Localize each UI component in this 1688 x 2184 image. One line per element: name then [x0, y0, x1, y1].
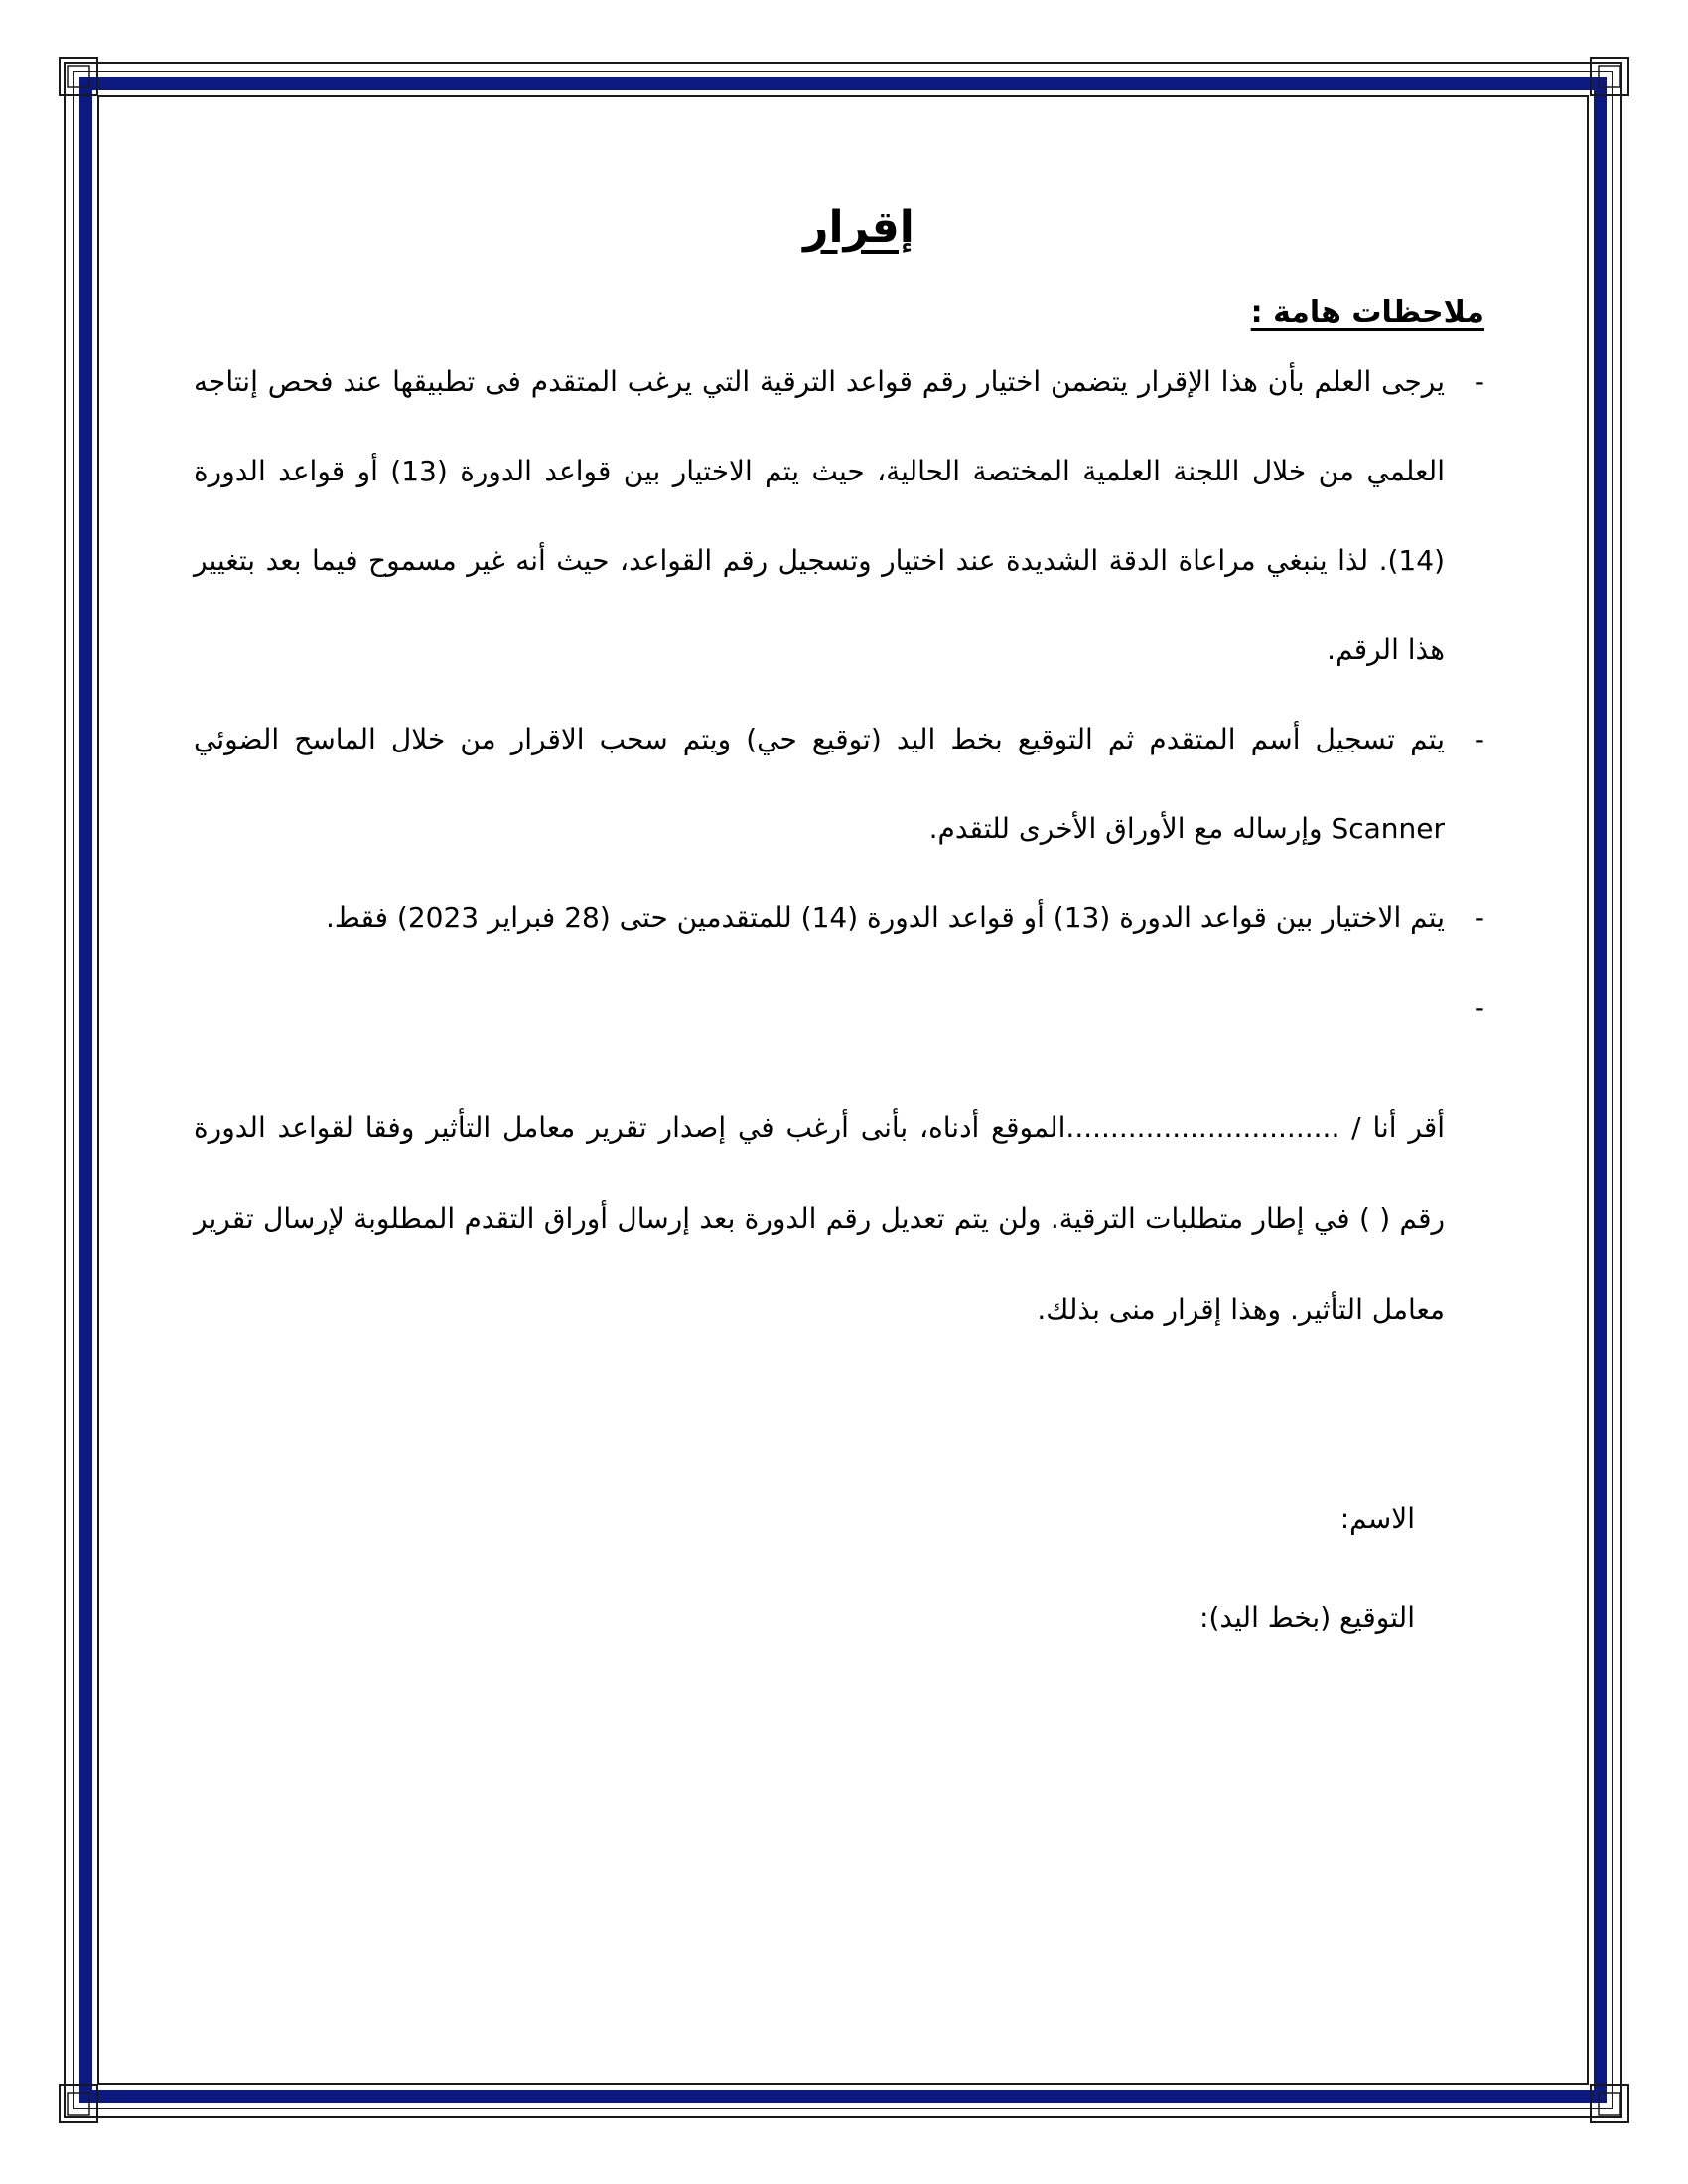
document-body: [194, 199, 1484, 1384]
note-bullet: -: [1474, 723, 1484, 755]
document-title: إقرار: [803, 203, 914, 253]
note-text: يتم تسجيل أسم المتقدم ثم التوقيع بخط اليد (توقيع حي) ويتم سحب الاقرار من خلال الماسح الضوئي Scanner وإرساله مع الأوراق الأخرى للتقدم.: [194, 723, 1445, 845]
note-item: [194, 874, 1484, 963]
note-item: [194, 695, 1484, 874]
note-bullet: -: [1474, 901, 1484, 934]
corner-ornament-icon: [1589, 2083, 1630, 2124]
note-text: يرجى العلم بأن هذا الإقرار يتضمن اختيار رقم قواعد الترقية التي يرغب المتقدم فى تطبيقها عند فحص إنتاجه العلمي من خلال اللجنة العلمية المختصة الحالية، حيث يتم الاختيار بين قواعد الدورة (13) أو قواعد الدورة (14). لذا ينبغي مراعاة الدقة الشديدة عند اختيار وتسجيل رقم القواعد، حيث أنه غير مسموح فيما بعد بتغيير هذا الرقم.: [194, 365, 1445, 666]
notes-list: [194, 338, 1484, 1052]
corner-ornament-icon: [58, 56, 99, 97]
note-bullet: -: [1474, 991, 1484, 1024]
note-text: يتم الاختيار بين قواعد الدورة (13) أو قواعد الدورة (14) للمتقدمين حتى (28 فبراير 2023) فقط.: [325, 901, 1445, 934]
signature-block: [194, 1469, 1415, 1668]
note-bullet: -: [1474, 365, 1484, 398]
corner-ornament-icon: [1589, 56, 1630, 97]
corner-ornament-icon: [58, 2083, 99, 2124]
notes-heading: ملاحظات هامة :: [1250, 295, 1484, 330]
declaration-paragraph: أقر أنا / ...............................الموقع أدناه، بأنى أرغب في إصدار تقرير معامل التأثير وفقا لقواعد الدورة رقم ( ) في إطار متطلبات الترقية. ولن يتم تعديل رقم الدورة بعد إرسال أوراق التقدم المطلوبة لإرسال تقرير معامل التأثير. وهذا إقرار منى بذلك.: [194, 1111, 1445, 1326]
signature-field-label: التوقيع (بخط اليد):: [1199, 1601, 1415, 1634]
name-field-label: الاسم:: [1339, 1502, 1415, 1535]
note-item: [194, 338, 1484, 695]
note-item: [194, 963, 1484, 1052]
